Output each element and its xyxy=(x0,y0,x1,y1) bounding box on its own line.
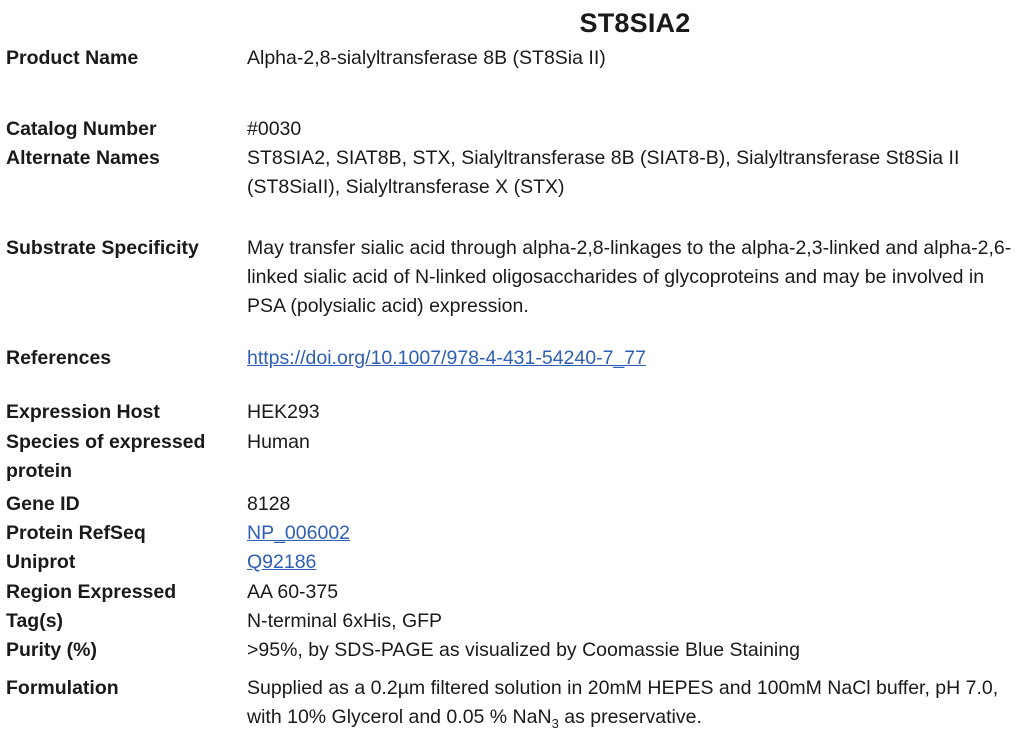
expression-host-label: Expression Host xyxy=(6,401,160,423)
product-name-value: Alpha-2,8-sialyltransferase 8B (ST8Sia II) xyxy=(247,47,606,69)
tags-value: N-terminal 6xHis, GFP xyxy=(247,610,443,632)
substrate-specificity-label: Substrate Specificity xyxy=(6,237,199,259)
expression-host-value: HEK293 xyxy=(247,401,320,423)
alternate-names-label: Alternate Names xyxy=(6,147,160,169)
species-value: Human xyxy=(247,431,310,453)
gene-id-value: 8128 xyxy=(247,493,291,515)
catalog-number-label: Catalog Number xyxy=(6,118,157,140)
purity-value: >95%, by SDS-PAGE as visualized by Coomassie Blue Staining xyxy=(247,639,800,661)
formulation-subscript: 3 xyxy=(551,715,559,731)
protein-refseq-label: Protein RefSeq xyxy=(6,522,146,544)
alternate-names-value: ST8SIA2, SIAT8B, STX, Sialyltransferase 8B (SIAT8-B), Sialyltransferase St8Sia II (ST8SiaII), Sialyltransferase X (STX) xyxy=(247,147,960,198)
purity-label: Purity (%) xyxy=(6,639,98,661)
product-name-label: Product Name xyxy=(6,47,139,69)
formulation-label: Formulation xyxy=(6,677,119,699)
uniprot-label: Uniprot xyxy=(6,551,76,573)
references-doi-link[interactable]: https://doi.org/10.1007/978-4-431-54240-7_77 xyxy=(247,347,646,369)
gene-id-label: Gene ID xyxy=(6,493,80,515)
formulation-text-end: as preservative. xyxy=(558,706,702,728)
references-label: References xyxy=(6,347,112,369)
tags-label: Tag(s) xyxy=(6,610,64,632)
uniprot-link[interactable]: Q92186 xyxy=(247,551,317,573)
region-expressed-value: AA 60-375 xyxy=(247,581,339,603)
species-label: Species of expressed protein xyxy=(6,431,206,482)
formulation-text: Supplied as a 0.2µm filtered solution in 20mM HEPES and 100mM NaCl buffer, pH 7.0, with 10% Glycerol and 0.05 % NaN xyxy=(247,677,999,728)
page-title: ST8SIA2 xyxy=(579,8,691,38)
substrate-specificity-value: May transfer sialic acid through alpha-2,8-linkages to the alpha-2,3-linked and alpha-2,6-linked sialic acid of N-linked oligosaccharides of glycoproteins and may be involved in PSA (polysialic acid) expression. xyxy=(247,237,1012,317)
catalog-number-value: #0030 xyxy=(247,118,302,140)
region-expressed-label: Region Expressed xyxy=(6,581,177,603)
protein-refseq-link[interactable]: NP_006002 xyxy=(247,522,351,544)
formulation-value xyxy=(247,674,1017,732)
